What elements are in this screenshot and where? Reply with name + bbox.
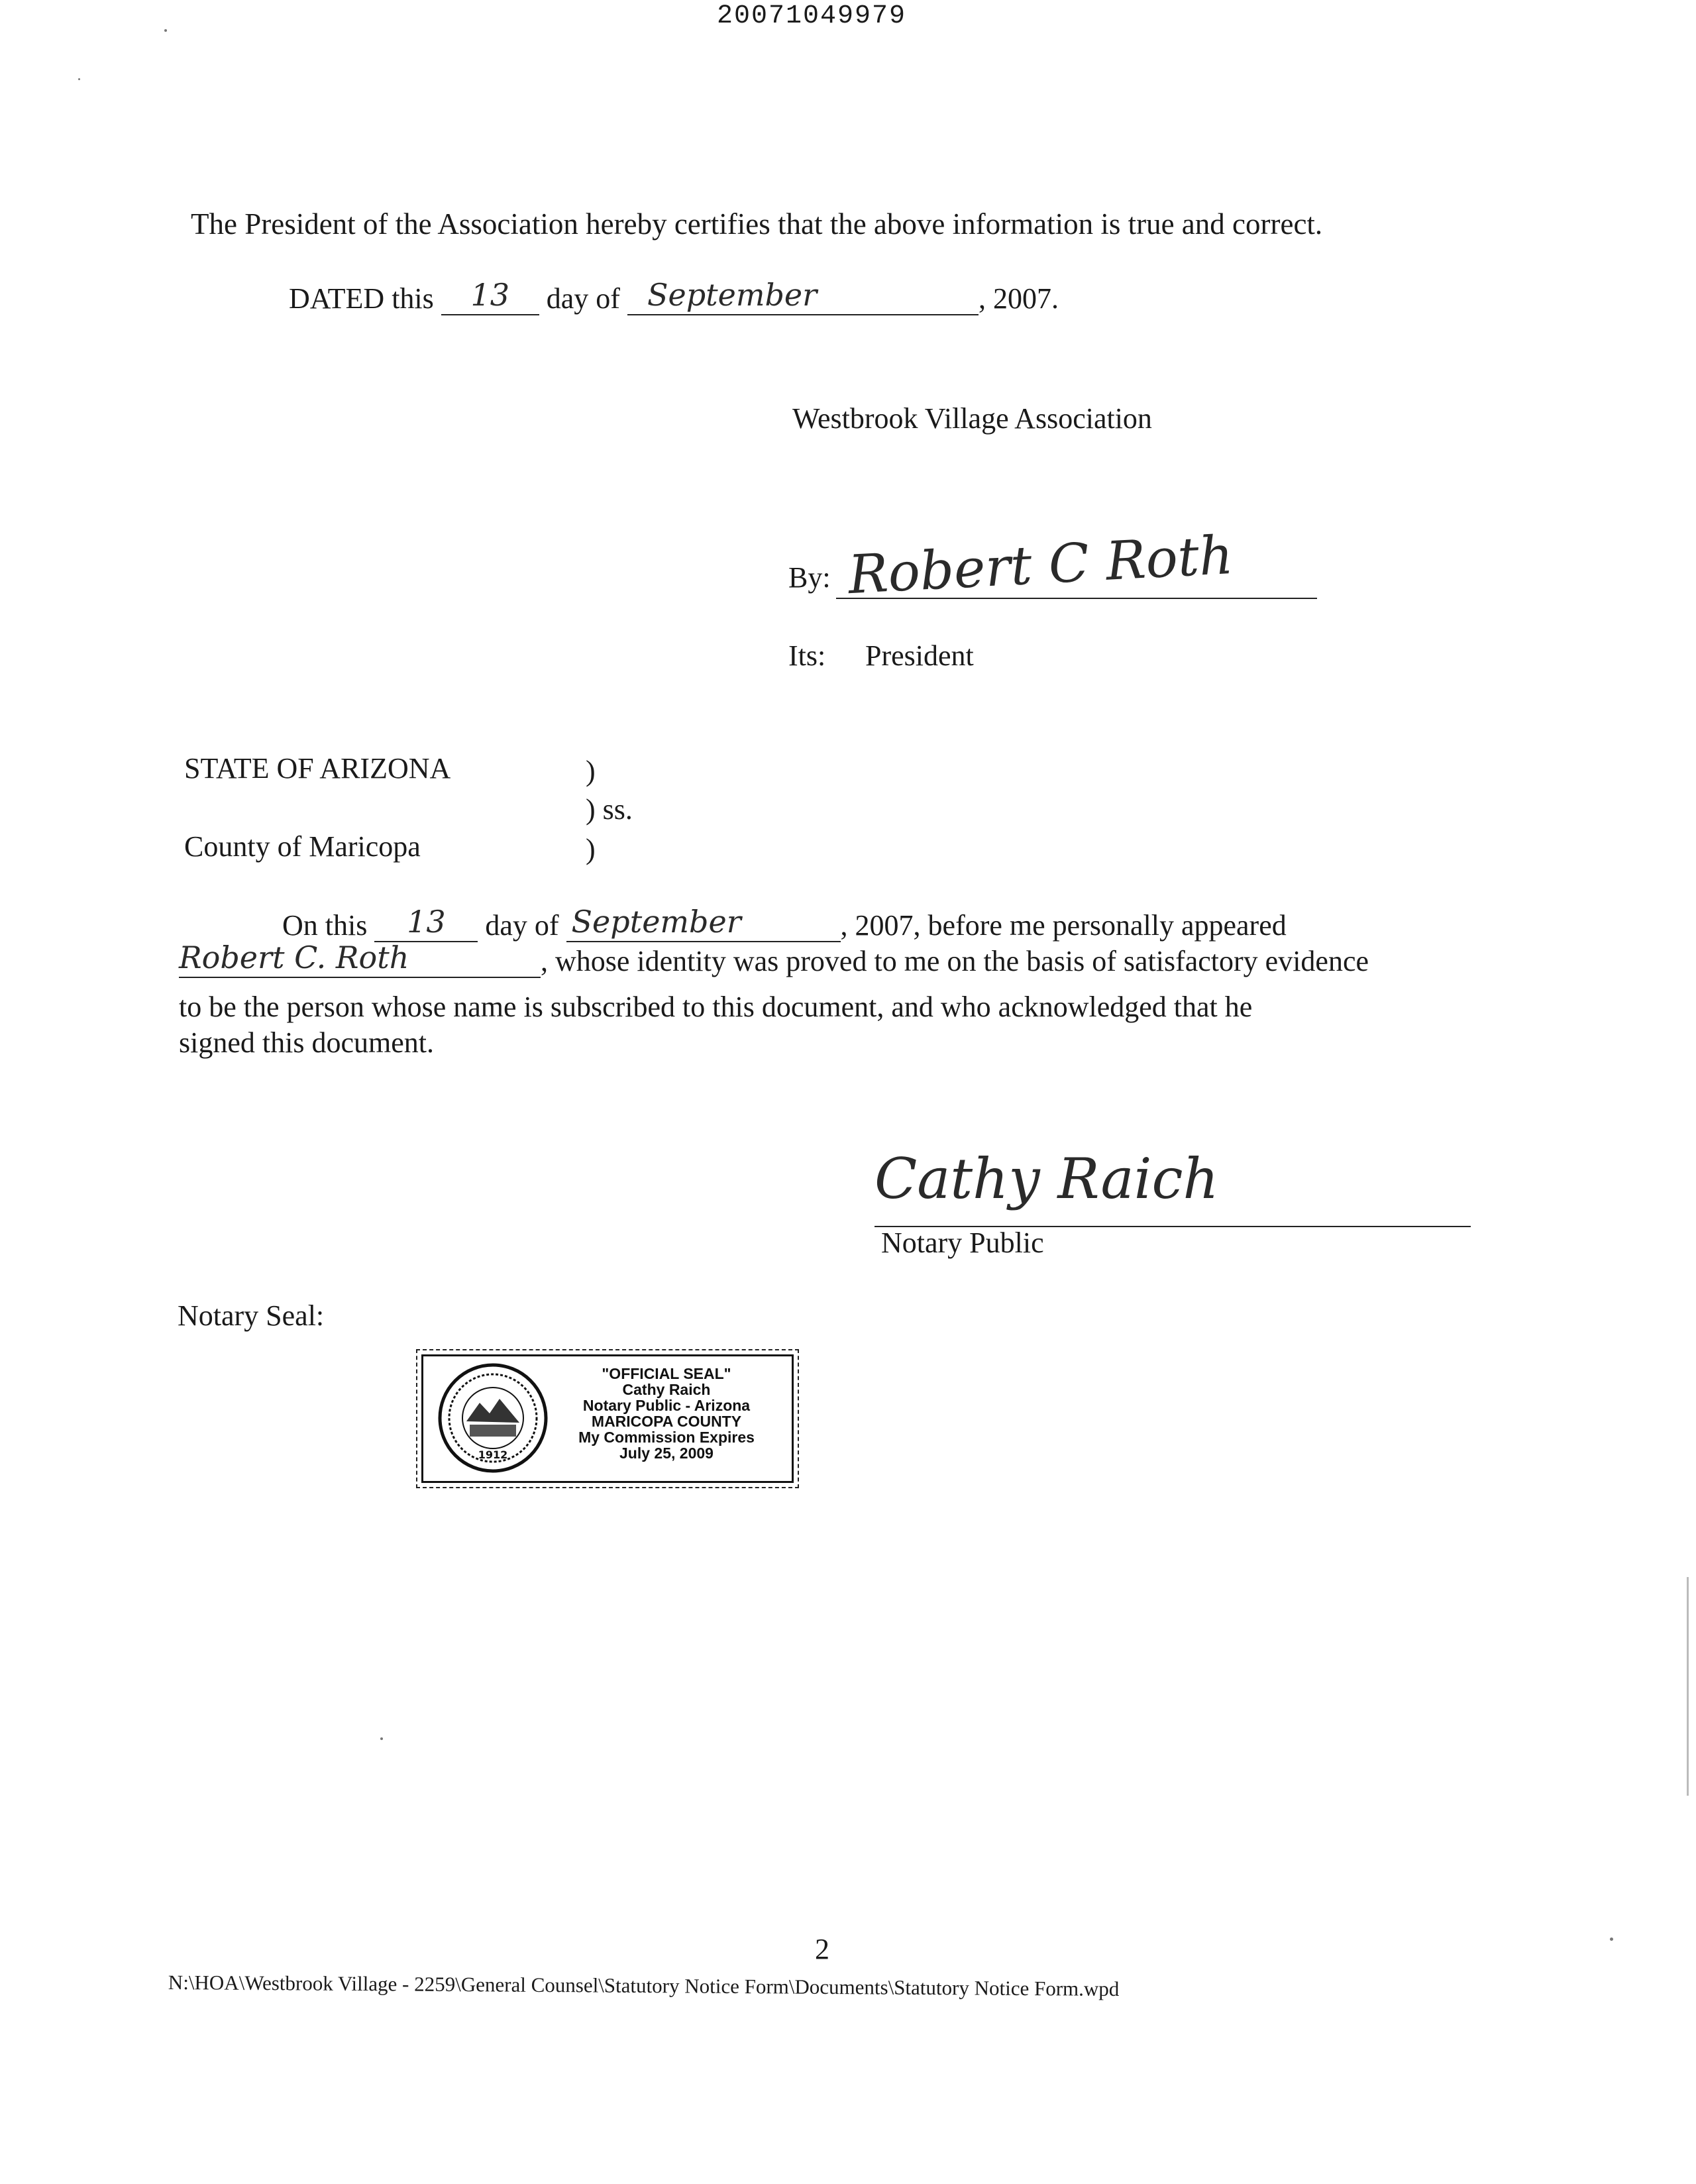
venue-county: County of Maricopa bbox=[184, 830, 421, 863]
seal-text-block bbox=[549, 1366, 784, 1461]
seal-title: "OFFICIAL SEAL" bbox=[602, 1365, 731, 1382]
ack-person-blank bbox=[179, 940, 541, 978]
ack-day-of: day of bbox=[485, 909, 559, 942]
certification-statement: The President of the Association hereby certifies that the above information is true and correct. bbox=[191, 207, 1323, 241]
ack-day-handwritten: 13 bbox=[407, 904, 446, 940]
scan-speck bbox=[78, 78, 80, 80]
ack-prefix: On this bbox=[282, 909, 368, 942]
association-name: Westbrook Village Association bbox=[792, 402, 1152, 435]
dated-month-handwritten: September bbox=[647, 277, 818, 313]
arizona-state-seal-emblem bbox=[437, 1362, 549, 1474]
seal-commission-date: July 25, 2009 bbox=[619, 1445, 714, 1462]
by-label: By: bbox=[788, 561, 831, 594]
notary-public-label: Notary Public bbox=[881, 1227, 1044, 1259]
ack-line2-rest: , whose identity was proved to me on the basis of satisfactory evidence bbox=[541, 945, 1369, 977]
dated-day-blank bbox=[441, 277, 539, 315]
scan-edge-mark bbox=[1687, 1577, 1689, 1796]
page-number: 2 bbox=[815, 1933, 829, 1965]
acknowledgment-line-2 bbox=[179, 940, 1369, 978]
dated-prefix: DATED this bbox=[289, 282, 434, 315]
dated-month-blank bbox=[627, 277, 979, 315]
ack-month-blank bbox=[566, 904, 841, 942]
document-number: 20071049979 bbox=[717, 1, 907, 31]
scan-speck bbox=[380, 1737, 383, 1740]
seal-mountain-shape bbox=[466, 1399, 519, 1423]
ack-day-blank bbox=[374, 904, 478, 942]
seal-year-text: 1912 bbox=[478, 1448, 508, 1461]
scan-speck bbox=[1610, 1938, 1613, 1941]
its-value: President bbox=[865, 639, 974, 672]
ack-person-handwritten: Robert C. Roth bbox=[179, 940, 409, 975]
notary-seal-label: Notary Seal: bbox=[178, 1299, 325, 1332]
venue-paren-open: ) bbox=[586, 755, 596, 787]
president-signature: Robert C Roth bbox=[846, 523, 1235, 606]
dated-day-of: day of bbox=[546, 282, 620, 315]
ack-after-month: , 2007, before me personally appeared bbox=[840, 909, 1287, 942]
venue-ss: ) ss. bbox=[586, 793, 633, 826]
official-notary-seal bbox=[421, 1354, 794, 1483]
venue-paren-close: ) bbox=[586, 833, 596, 865]
dated-day-handwritten: 13 bbox=[470, 277, 510, 313]
its-label: Its: bbox=[788, 639, 826, 672]
ack-month-handwritten: September bbox=[571, 904, 741, 940]
seal-commission-label: My Commission Expires bbox=[578, 1429, 755, 1446]
dated-line bbox=[289, 277, 1059, 315]
seal-county: MARICOPA COUNTY bbox=[591, 1413, 742, 1430]
scan-speck bbox=[164, 29, 167, 32]
seal-notary-state: Notary Public - Arizona bbox=[582, 1397, 751, 1414]
seal-notary-name: Cathy Raich bbox=[622, 1381, 711, 1398]
acknowledgment-line-3: to be the person whose name is subscribed to this document, and who acknowledged that he bbox=[179, 991, 1253, 1023]
dated-year: , 2007. bbox=[978, 282, 1059, 315]
acknowledgment-line-4: signed this document. bbox=[179, 1026, 434, 1059]
acknowledgment-line-1 bbox=[282, 904, 1287, 942]
venue-state: STATE OF ARIZONA bbox=[184, 752, 451, 785]
notary-signature: Cathy Raich bbox=[874, 1146, 1219, 1211]
file-path-footer: N:\HOA\Westbrook Village - 2259\General Counsel\Statutory Notice Form\Documents\Statutory Notice Form.wpd bbox=[168, 1971, 1120, 2001]
seal-ground-band bbox=[470, 1425, 516, 1437]
